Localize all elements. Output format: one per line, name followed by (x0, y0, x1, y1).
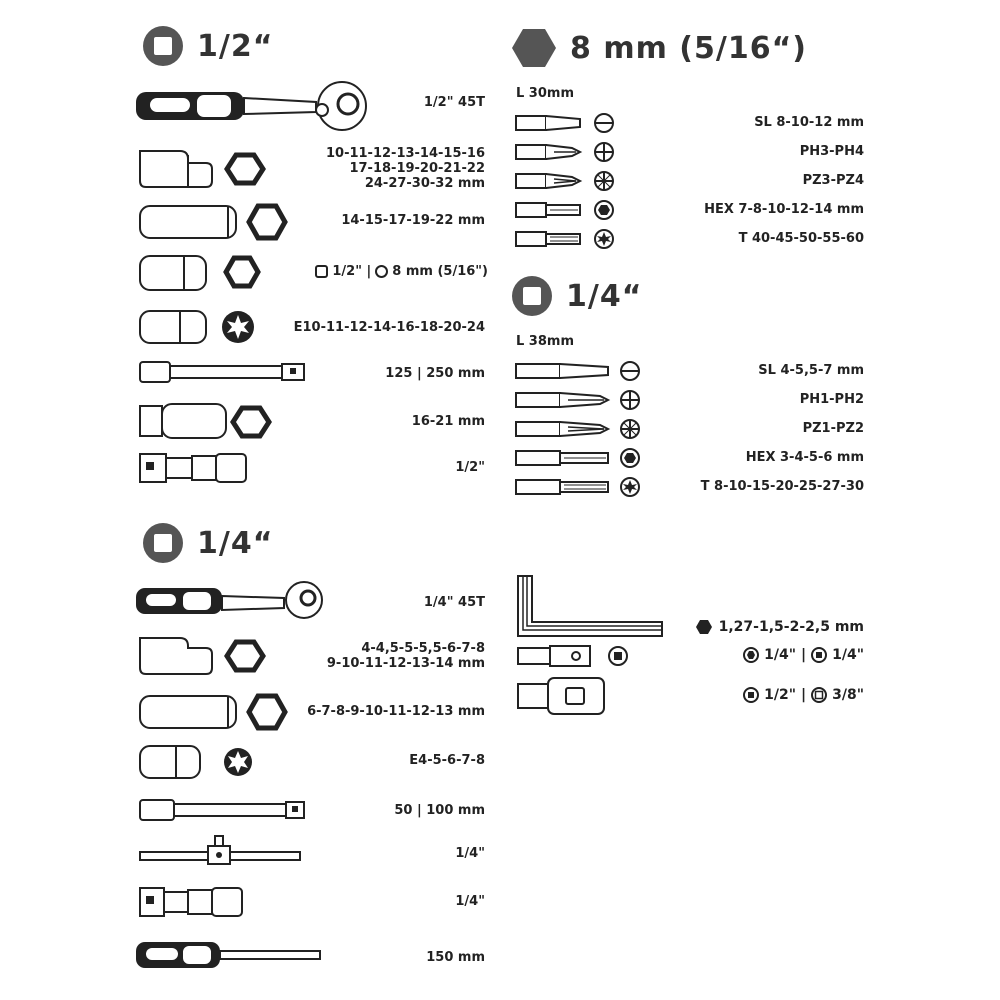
hex-tip-icon (618, 446, 642, 470)
bit-label: T 40-45-50-55-60 (738, 231, 864, 246)
item-line: 8 mm (5/16") (392, 264, 488, 279)
square-drive-icon (143, 26, 183, 66)
item-label: E4-5-6-7-8 (409, 753, 485, 768)
item-label: 6-7-8-9-10-11-12-13 mm (307, 704, 485, 719)
item-line: 24-27-30-32 mm (364, 176, 485, 191)
item-label: 125 | 250 mm (385, 366, 485, 381)
heading-text: 1/2“ (197, 28, 274, 64)
torx-bit-icon (514, 477, 612, 497)
item-label: 14-15-17-19-22 mm (341, 213, 485, 228)
section-heading-bits-quarter (512, 276, 642, 316)
phillips-tip-icon (618, 388, 642, 412)
square-drive-icon (512, 276, 552, 316)
bit-list-quarter (514, 356, 864, 501)
square-icon (315, 265, 328, 278)
slotted-bit-icon (514, 361, 612, 381)
bit-label: T 8-10-15-20-25-27-30 (700, 479, 864, 494)
torx-socket-icon (136, 740, 286, 784)
torx-socket-icon (136, 305, 286, 349)
item-label: 1/4" 45T (423, 595, 485, 610)
bit-length-label: L 38mm (516, 334, 574, 349)
bit-row (514, 443, 864, 472)
socket-icon (136, 250, 286, 296)
hex-key-set-icon (514, 572, 674, 642)
bit-row (514, 137, 864, 166)
deep-socket-icon (136, 690, 286, 734)
torx-tip-icon (618, 475, 642, 499)
section-heading-quarter-inch (143, 523, 273, 563)
square-in-circle-icon (811, 647, 827, 663)
item-label: 1/4" (455, 894, 485, 909)
bit-row (514, 108, 864, 137)
bit-label: PZ1-PZ2 (802, 421, 864, 436)
universal-joint-icon (136, 884, 286, 920)
reducing-adapter-icon (514, 676, 614, 716)
square-drive-icon (143, 523, 183, 563)
item-label: 1/2" (455, 460, 485, 475)
hex-bit-icon (514, 200, 584, 220)
item-label (295, 641, 485, 671)
phillips-tip-icon (592, 140, 616, 164)
pozidriv-tip-icon (618, 417, 642, 441)
universal-joint-icon (136, 450, 286, 486)
item-line: 10-11-12-13-14-15-16 (325, 146, 485, 161)
item-line: 1/2" (764, 686, 796, 703)
heading-text: 1/4“ (566, 278, 643, 314)
item-label (700, 687, 864, 703)
phillips-bit-icon (514, 390, 612, 410)
item-label (672, 618, 864, 636)
pozidriv-bit-icon (514, 419, 612, 439)
bit-row (514, 356, 864, 385)
bit-length-label: L 30mm (516, 86, 574, 101)
bit-label: PZ3-PZ4 (802, 173, 864, 188)
item-label (700, 647, 864, 663)
bit-label: PH3-PH4 (799, 144, 864, 159)
square-drive-outline-icon (811, 687, 827, 703)
bit-row (514, 414, 864, 443)
bit-label: SL 4-5,5-7 mm (758, 363, 864, 378)
bit-row (514, 472, 864, 501)
heading-text: 8 mm (5/16“) (570, 30, 807, 66)
spark-plug-socket-icon (136, 400, 286, 444)
item-line: 9-10-11-12-13-14 mm (326, 656, 485, 671)
hex-bit-icon (514, 448, 612, 468)
bit-row (514, 195, 864, 224)
hex-in-circle-icon (743, 647, 759, 663)
bit-label: SL 8-10-12 mm (754, 115, 864, 130)
bit-label: HEX 3-4-5-6 mm (745, 450, 864, 465)
circle-icon (375, 265, 388, 278)
bit-row (514, 166, 864, 195)
phillips-bit-icon (514, 142, 584, 162)
slotted-tip-icon (592, 111, 616, 135)
hex-drive-icon (512, 26, 556, 70)
square-in-circle-icon (743, 687, 759, 703)
bit-label: HEX 7-8-10-12-14 mm (704, 202, 864, 217)
separator: | (800, 686, 807, 703)
item-label: 16-21 mm (411, 414, 485, 429)
bit-row (514, 224, 864, 253)
bit-adapter-icon (514, 644, 634, 668)
separator: | (800, 646, 807, 663)
deep-socket-icon (136, 200, 286, 244)
item-label: 50 | 100 mm (394, 803, 485, 818)
pozidriv-bit-icon (514, 171, 584, 191)
section-heading-half-inch (143, 26, 273, 66)
item-line: 1/2" | (332, 264, 372, 279)
slotted-bit-icon (514, 113, 584, 133)
item-line: 1/4" (764, 646, 796, 663)
sliding-t-bar-icon (136, 832, 316, 868)
item-line: 17-18-19-20-21-22 (349, 161, 485, 176)
socket-icon (136, 145, 286, 193)
item-label: 150 mm (426, 950, 485, 965)
item-label: 1/2" 45T (423, 95, 485, 110)
hex-tip-icon (592, 198, 616, 222)
item-line: 3/8" (832, 686, 864, 703)
item-label: E10-11-12-14-16-18-20-24 (293, 320, 485, 335)
item-line: 4-4,5-5-5,5-6-7-8 (361, 641, 485, 656)
pozidriv-tip-icon (592, 169, 616, 193)
bit-label: PH1-PH2 (799, 392, 864, 407)
bit-list-8mm (514, 108, 864, 253)
item-line: 1/4" (832, 646, 864, 663)
socket-icon (136, 632, 286, 678)
item-label (295, 146, 485, 191)
bit-row (514, 385, 864, 414)
hex-icon (695, 618, 713, 636)
item-label: 1/4" (455, 846, 485, 861)
slotted-tip-icon (618, 359, 642, 383)
heading-text: 1/4“ (197, 525, 274, 561)
item-label (298, 264, 488, 279)
torx-bit-icon (514, 229, 584, 249)
torx-tip-icon (592, 227, 616, 251)
item-line: 1,27-1,5-2-2,5 mm (718, 618, 864, 635)
section-heading-bits-8mm (512, 26, 807, 70)
